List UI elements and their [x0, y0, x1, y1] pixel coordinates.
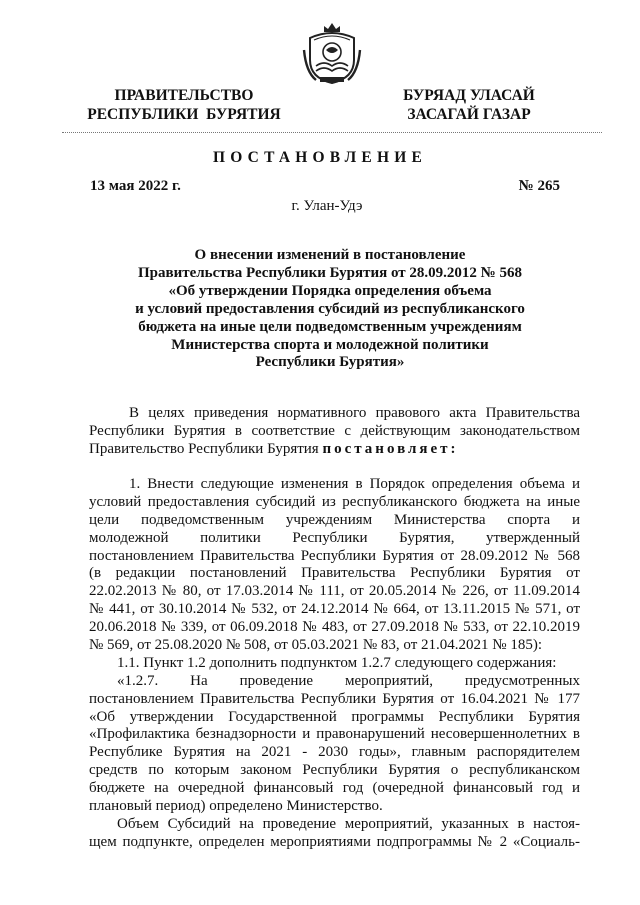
body-line: бюджете на очередной финансовый год (очередной финансовый год и [89, 780, 580, 797]
body-line: № 441, от 30.10.2014 № 532, от 24.12.2014 № 664, от 13.11.2015 № 571, от [89, 601, 580, 618]
subject-line: «Об утверждении Порядка определения объема [168, 282, 492, 299]
document-subject [100, 247, 560, 372]
body-line: цели подведомственным учреждениям Министерства спорта и [89, 511, 580, 528]
body-line: средств по которым законом Республики Бурятия о республиканском [89, 762, 580, 779]
body-line: «Профилактика безнадзорности и правонарушений несовершеннолетних в [89, 726, 580, 743]
body-line: 1.1. Пункт 1.2 дополнить подпунктом 1.2.7 следующего содержания: [117, 654, 557, 671]
preamble-line: Республики Бурятия в соответствие с действующим законодательством [89, 422, 580, 439]
document-title: ПОСТАНОВЛЕНИЕ [212, 149, 428, 166]
body-line: 20.06.2018 № 339, от 06.09.2018 № 483, от 27.09.2018 № 533, от 22.10.2019 [89, 619, 580, 636]
body-line: Объем Субсидий на проведение мероприятий, указанных в настоя- [117, 815, 580, 832]
subject-line: Правительства Республики Бурятия от 28.09.2012 № 568 [137, 264, 522, 281]
body-line: 1. Внести следующие изменения в Порядок определения объема и [129, 476, 580, 492]
decree-keyword: постановляет: [322, 440, 459, 457]
subject-line: и условий предоставления субсидий из республиканского [135, 300, 525, 317]
preamble-line: В целях приведения нормативного правового акта Правительства [129, 405, 580, 421]
body-line: 22.02.2013 № 80, от 17.03.2014 № 111, от 20.05.2014 № 226, от 11.09.2014 [89, 583, 580, 600]
header-left-line-2: РЕСПУБЛИКИ БУРЯТИЯ [87, 106, 281, 123]
body-line: «1.2.7. На проведение мероприятий, предусмотренных [117, 672, 580, 689]
body-line: Республике Бурятия на 2021 - 2030 годы», главным распорядителем [89, 744, 580, 761]
body-line: (в редакции постановлений Правительства Республики Бурятия от [89, 565, 580, 582]
header-right-line-1: БУРЯАД УЛАСАЙ [403, 87, 535, 104]
subject-line: Республики Бурятия» [255, 354, 405, 371]
preamble-paragraph [89, 405, 580, 459]
header-left-line-1: ПРАВИТЕЛЬСТВО [114, 87, 254, 104]
subject-line: О внесении изменений в постановление [194, 247, 466, 263]
header-government-bua [376, 86, 562, 124]
preamble-prefix: Правительство Республики Бурятия [89, 440, 323, 457]
body-line: молодежной политики Республики Бурятия, утвержденный [89, 529, 580, 546]
header-separator [62, 132, 602, 133]
body-line: условий предоставления субсидий из республиканского бюджета на иные [89, 493, 580, 510]
header-right-line-2: ЗАСАГАЙ ГАЗАР [407, 106, 531, 123]
body-line: постановлением Правительства Республики Бурятия от 16.04.2021 № 177 [89, 690, 580, 707]
coat-of-arms-emblem [302, 20, 362, 86]
body-line: «Об утверждении Государственной программы Республики Бурятия [89, 708, 580, 725]
header-government-ru [78, 86, 290, 124]
subject-line: бюджета на иные цели подведомственным учреждениям [138, 318, 522, 335]
subject-line: Министерства спорта и молодежной политики [171, 336, 489, 353]
body-line: плановый период) определено Министерство. [89, 798, 383, 815]
body-line: № 569, от 25.08.2020 № 508, от 05.03.2021 № 83, от 21.04.2021 № 185): [89, 637, 542, 654]
body-line: постановлением Правительства Республики Бурятия от 28.09.2012 № 568 [89, 547, 580, 564]
document-date: 13 мая 2022 г. [90, 178, 181, 194]
document-number: № 265 [518, 178, 560, 194]
preamble-line [89, 441, 580, 459]
main-body [89, 476, 580, 852]
body-line: щем подпункте, определен мероприятиями подпрограммы № 2 «Социаль- [89, 833, 580, 850]
document-city: г. Улан-Удэ [291, 198, 363, 214]
